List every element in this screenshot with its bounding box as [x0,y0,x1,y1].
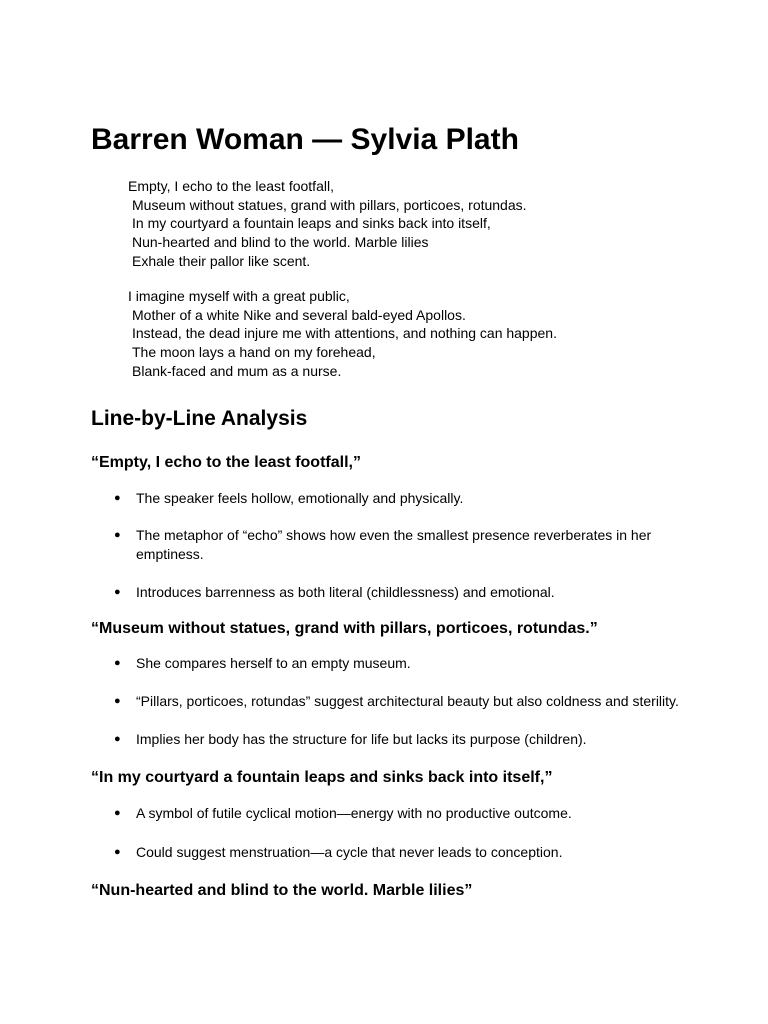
bullet-list [91,526,691,564]
bullet-text: She compares herself to an empty museum. [136,655,411,671]
list-item [91,583,691,602]
bullet-text: The speaker feels hollow, emotionally and physically. [136,490,464,506]
quote-heading: “In my courtyard a fountain leaps and sinks back into itself,” [91,769,553,786]
quote-heading: “Nun-hearted and blind to the world. Marble lilies” [91,882,473,899]
bullet-list [91,730,691,749]
poem-line: Blank-faced and mum as a nurse. [132,362,342,379]
poem-line: The moon lays a hand on my forehead, [132,344,376,361]
bullet-text: Could suggest menstruation—a cycle that never leads to conception. [136,844,563,860]
poem-line: Mother of a white Nike and several bald-eyed Apollos. [132,306,466,323]
poem-stanza-1 [128,177,527,271]
bullet-list [91,654,691,673]
bullet-icon: ● [114,695,121,707]
bullet-list [91,489,691,508]
list-item [91,730,691,749]
bullet-icon: ● [114,492,121,504]
poem-stanza-2 [128,287,557,381]
list-item [91,489,691,508]
analysis-heading: Line-by-Line Analysis [91,407,308,430]
list-item [91,843,691,862]
poem-line: Nun-hearted and blind to the world. Marble lilies [132,234,429,251]
bullet-icon: ● [114,846,121,858]
bullet-text: Implies her body has the structure for life but lacks its purpose (children). [136,731,587,747]
bullet-icon: ● [114,807,121,819]
bullet-text: A symbol of futile cyclical motion—energy with no productive outcome. [136,805,572,821]
bullet-text: “Pillars, porticoes, rotundas” suggest architectural beauty but also coldness and sterility. [136,693,679,709]
bullet-list [91,692,691,711]
poem-line: In my courtyard a fountain leaps and sinks back into itself, [132,215,491,232]
poem-line: Empty, I echo to the least footfall, [128,178,334,194]
quote-heading: “Empty, I echo to the least footfall,” [91,454,361,471]
bullet-list [91,804,691,823]
list-item [91,692,691,711]
bullet-icon: ● [114,657,121,669]
poem-line: Exhale their pallor like scent. [132,252,311,269]
poem-line: Instead, the dead injure me with attentions, and nothing can happen. [132,325,557,342]
quote-heading: “Museum without statues, grand with pillars, porticoes, rotundas.” [91,620,598,637]
document-title: Barren Woman — Sylvia Plath [91,123,519,156]
bullet-list [91,843,691,862]
bullet-icon: ● [114,586,121,598]
bullet-icon: ● [114,733,121,745]
bullet-list [91,583,691,602]
list-item [91,526,691,564]
poem-line: I imagine myself with a great public, [128,288,350,304]
bullet-text: Introduces barrenness as both literal (childlessness) and emotional. [136,584,555,600]
poem-line: Museum without statues, grand with pillars, porticoes, rotundas. [132,196,527,213]
bullet-icon: ● [114,529,121,541]
bullet-text: The metaphor of “echo” shows how even the smallest presence reverberates in her emptiness. [136,527,652,562]
list-item [91,804,691,823]
list-item [91,654,691,673]
